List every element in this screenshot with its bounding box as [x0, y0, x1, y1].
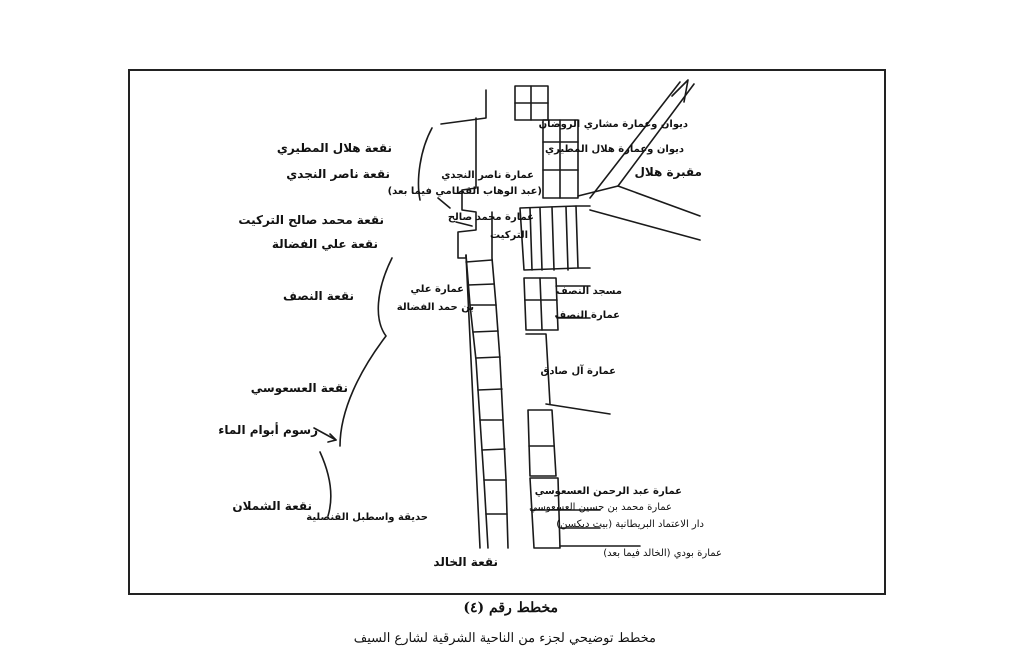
west-street-edge — [458, 118, 480, 548]
label-nisf: نقعة النصف — [282, 289, 354, 303]
label-nasser-najdi: نقعة ناصر النجدي — [286, 167, 390, 181]
label-tarkeet-house-1: عمارة محمد صالح — [447, 212, 534, 223]
label-boodai: عمارة بودي (الخالد فيما بعد) — [603, 548, 722, 559]
label-british-agency: دار الاعتماد البريطانية (بيت ديكسن) — [556, 519, 704, 530]
label-nisf-building: عمارة النصف — [554, 310, 620, 321]
shore-curve-3 — [320, 452, 331, 516]
central-strip-right — [492, 212, 508, 548]
label-hilal-house: ديوان وعمارة هلال المطيري — [544, 144, 684, 155]
label-nasser-house-2: (عبد الوهاب القطامي فيما بعد) — [387, 186, 542, 197]
label-hilal-mutairi: نقعة هلال المطيري — [276, 141, 392, 155]
label-nasser-house-1: عمارة ناصر النجدي — [441, 170, 534, 181]
northeast-road-west — [590, 82, 680, 198]
label-water-marks: رسوم أبوام الماء — [218, 423, 318, 437]
pointer-nasser — [438, 198, 450, 208]
label-abdulrahman: عمارة عبد الرحمن العسعوسي — [534, 486, 682, 497]
label-mohammed-tarkeet: نقعة محمد صالح التركيت — [238, 213, 384, 227]
label-ali-house-2: بن حمد الفضالة — [396, 302, 474, 313]
figure-title: مخطط توضيحي لجزء من الناحية الشرقية لشارع السيف — [353, 631, 656, 646]
label-khaled: نقعة الخالد — [433, 555, 498, 569]
figure-number: مخطط رقم (٤) — [463, 600, 558, 616]
label-nisf-mosque: مسجد النصف — [556, 286, 622, 297]
label-shamlan: نقعة الشملان — [232, 499, 312, 513]
label-ali-fadhala: نقعة علي الفضالة — [271, 237, 378, 251]
east-road-bottom — [590, 210, 700, 240]
label-hilal-cemetery: مقبرة هلال — [634, 165, 702, 179]
label-saasousi: نقعة العسعوسي — [250, 381, 348, 395]
central-strip-left — [466, 255, 488, 548]
label-mohammed-hussein: عمارة محمد بن حسين العسعوسي — [529, 502, 672, 513]
label-rodhan: ديوان وعمارة مشاري الروضان — [538, 119, 688, 130]
label-ali-house-1: عمارة علي — [410, 284, 464, 295]
label-al-sadiq: عمارة آل صادق — [540, 366, 616, 377]
east-block-low — [528, 410, 556, 476]
shore-curve-2 — [340, 258, 392, 446]
wall-top-left — [441, 90, 486, 124]
label-tarkeet-house-2: التركيت — [490, 230, 528, 241]
label-garden-consulate: حديقة واسطبل القنصلية — [306, 512, 428, 523]
